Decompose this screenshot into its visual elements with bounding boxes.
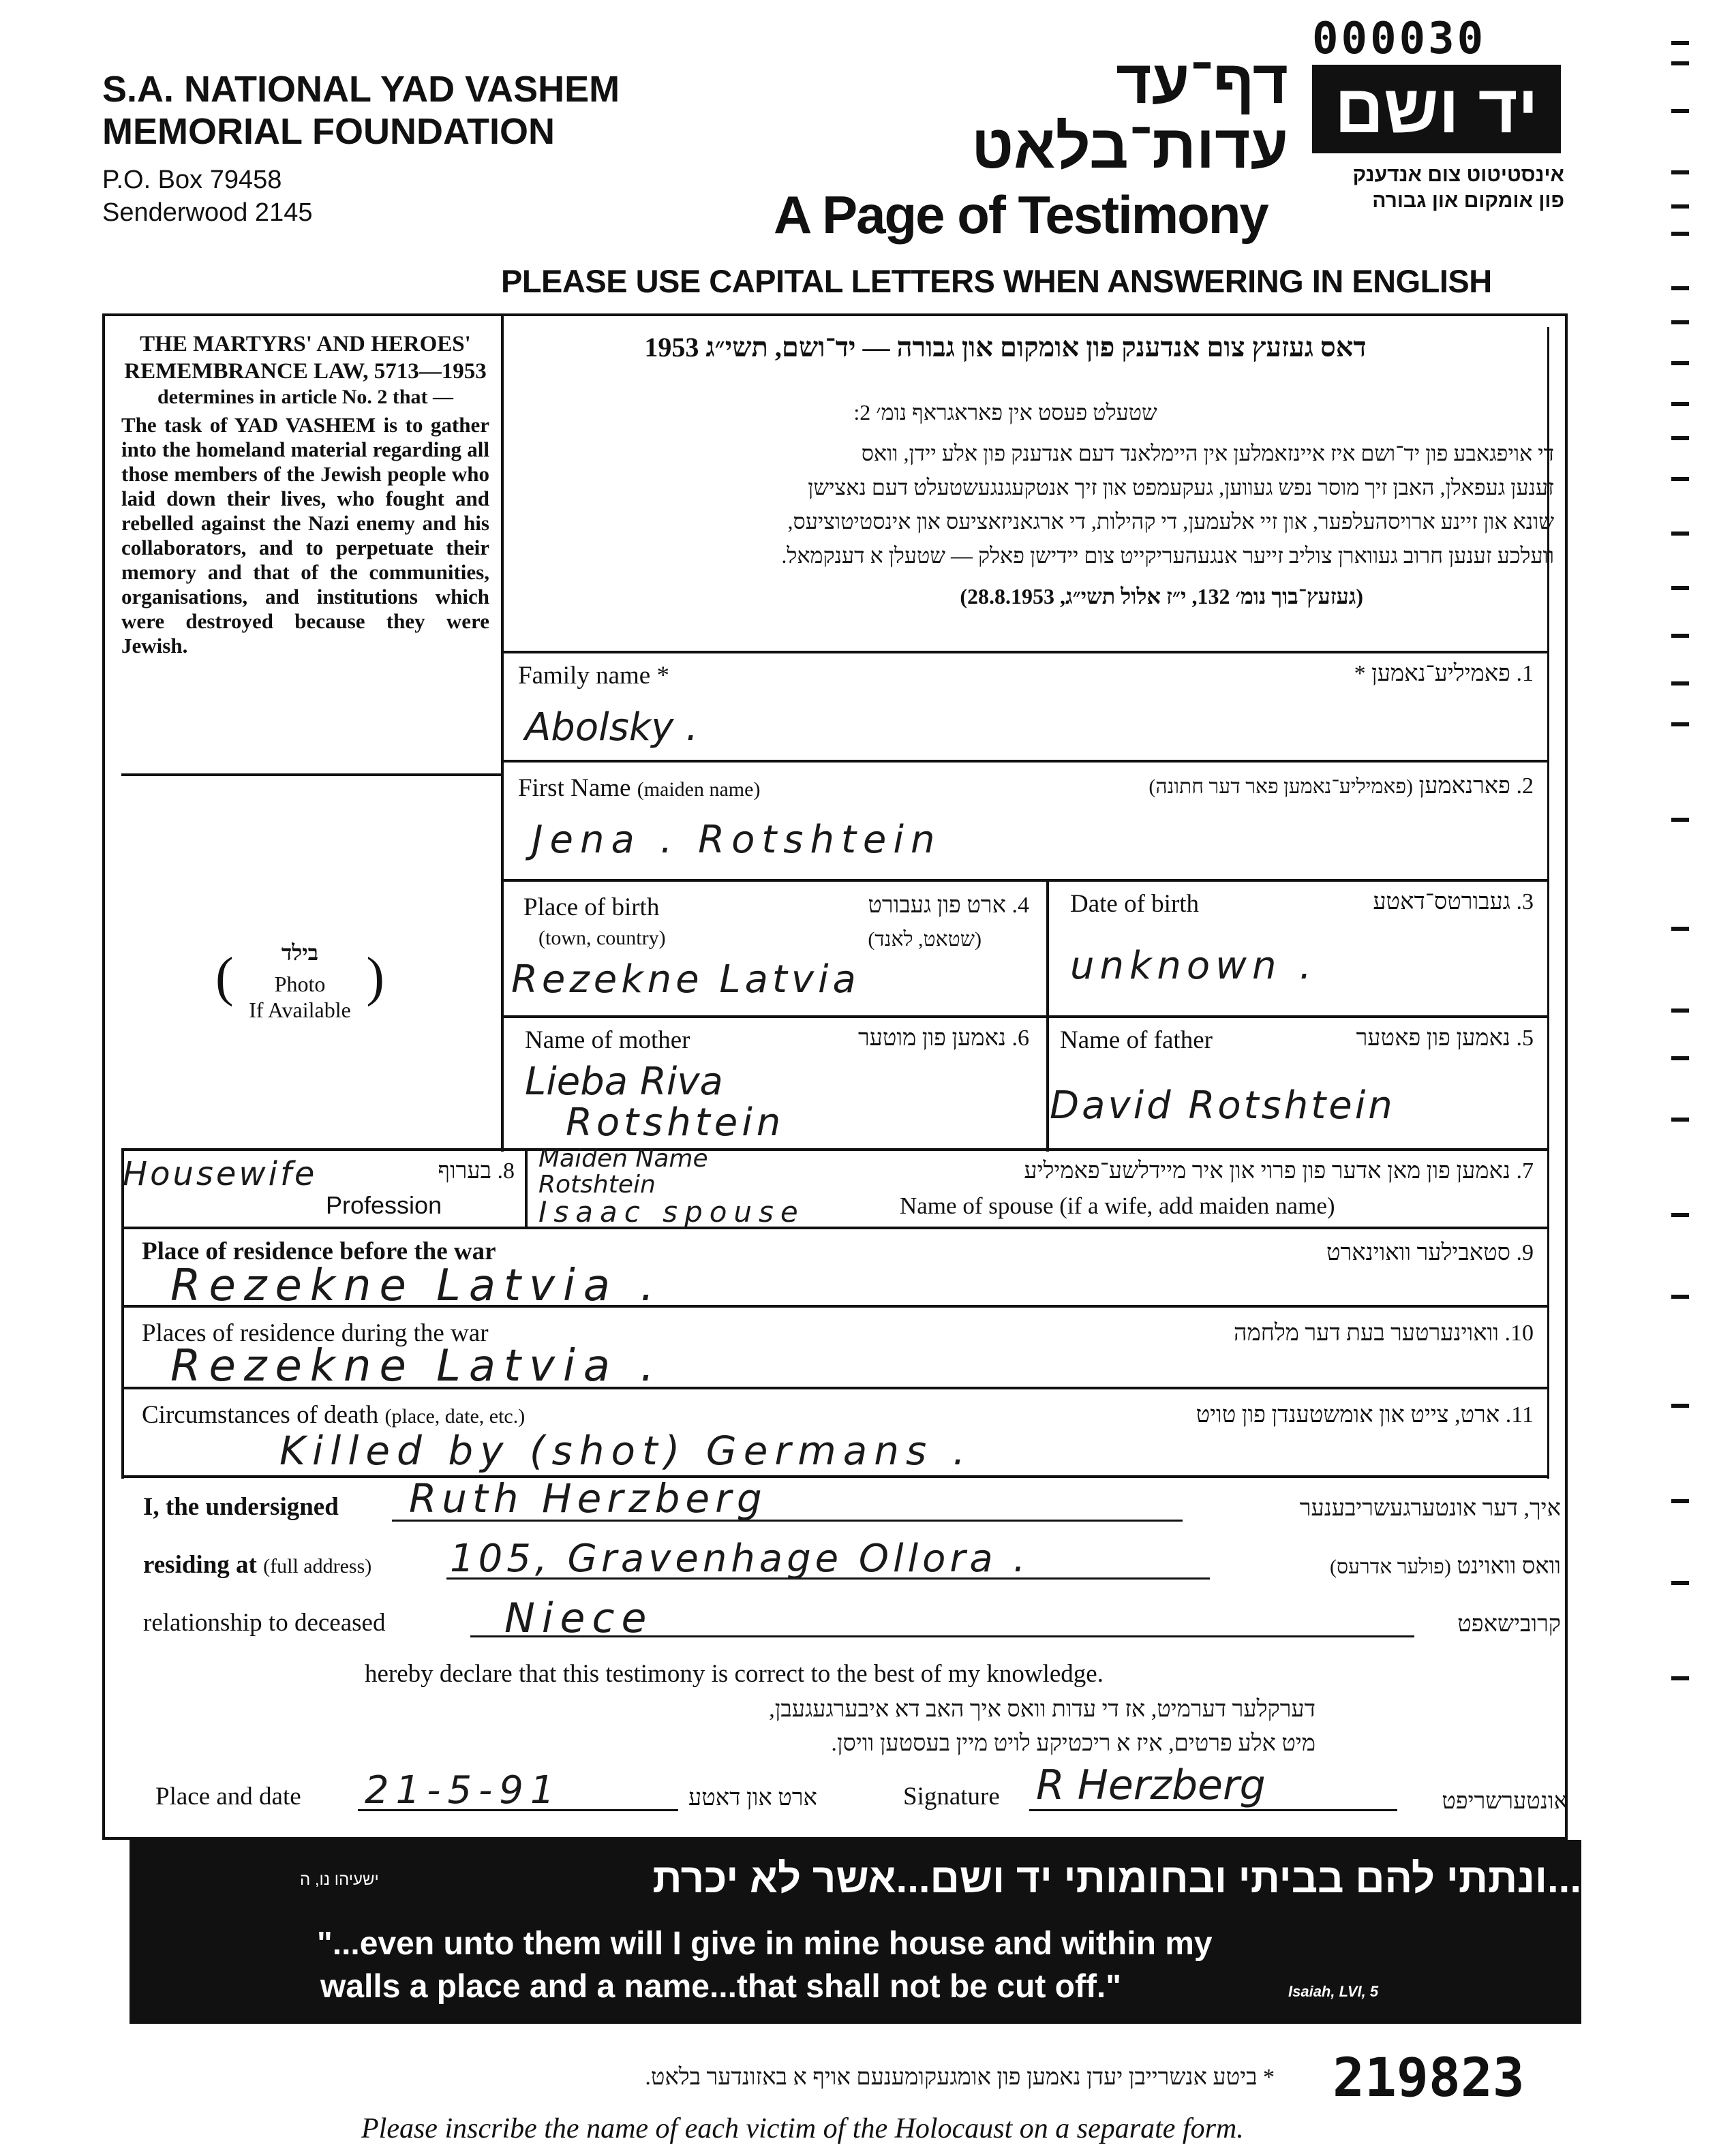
profession-label: Profession [326,1191,442,1219]
first-name-heb-sub: (פאמיליע־נאמען פאר דער חתונה) [1148,775,1414,798]
residence-during-value[interactable]: Rezekne Latvia . [170,1341,663,1391]
relationship-label-hebrew: קרובישאפט [1457,1612,1561,1637]
relationship-label: relationship to deceased [143,1609,386,1637]
row-divider-1 [501,651,1549,653]
row-divider-2 [501,760,1549,763]
law-body-hebrew-4: וועלכע זענען חרוב געווארן צוליב זייער אנגעהעריקייט צום יידישן פאלק — שטעלן א דענקמאל. [781,543,1554,568]
first-name-value[interactable]: Jena . Rotshtein [532,818,942,862]
organization-address [102,164,312,229]
address-line2: Senderwood 2145 [102,198,313,227]
photo-label-line1: Photo [274,972,326,996]
row-divider-9 [121,1475,1549,1478]
org-name-line2: MEMORIAL FOUNDATION [102,111,555,152]
declaration-hebrew-1: דערקלער דערמיט, אז די עדות וואס איך האב דא איבערגעגעבן, [769,1697,1315,1722]
residence-during-label-hebrew: 10. וואוינערטער בעת דער מלחמה [1234,1321,1534,1346]
death-label-text: Circumstances of death [142,1401,379,1429]
hebrew-title-line2: עדות־בלאט [971,113,1288,181]
quote-citation-hebrew: ישעיהו נו, ה [300,1870,379,1889]
residing-label-text: residing at [143,1551,257,1579]
law-body-hebrew-1: די אויפגאבע פון יד־ושם איז איינזאמלען אין היימלאנד דעם אנדענק פון אלע יידן, וואס [861,441,1554,465]
first-name-label-sub: (maiden name) [637,778,761,801]
footer-english: Please inscribe the name of each victim of the Holocaust on a separate form. [361,2113,1244,2144]
yad-vashem-logo: יד ושם [1312,65,1561,153]
photo-label-line2: If Available [249,998,351,1022]
spouse-value-line2[interactable]: Rotshtein [538,1171,656,1199]
death-circumstances-label-hebrew: 11. ארט, צייט און אומשטענדן פון טויט [1196,1402,1534,1428]
hebrew-title-line1: דף־עד [1116,48,1288,117]
address-line1: P.O. Box 79458 [102,166,282,194]
profession-value[interactable]: Housewife [123,1155,318,1193]
org-name-line1: S.A. NATIONAL YAD VASHEM [102,69,620,110]
place-date-label: Place and date [155,1783,301,1811]
family-name-value[interactable]: Abolsky . [525,705,699,750]
signature-label-hebrew: אונטערשריפט [1442,1789,1568,1814]
relationship-value[interactable]: Niece [504,1595,654,1642]
first-name-heb-text: 2. פארנאמען [1418,773,1534,799]
family-name-label-hebrew: 1. פאמיליע־נאמען * [1354,661,1534,686]
law-column-divider [501,313,504,1152]
lower-right-border [1547,1148,1549,1479]
quote-hebrew: ...ונתתי להם בביתי ובחומותי יד ושם...אשר לא יכרת [652,1855,1581,1901]
left-paren-icon: ( [215,947,234,1007]
spouse-value-line3[interactable]: Isaac spouse [538,1195,805,1229]
residing-label [143,1550,371,1580]
law-body-hebrew-3: שונא און זיינע ארויסהעלפער, און זיי אלעמען, די קהילות, די ארגאניזאציעס און אינסטיטוציעס, [787,509,1554,534]
law-subheading-hebrew: שטעלט פעסט אין פאראגראף נומ׳ 2: [853,400,1157,425]
serial-number-top: 000030 [1312,14,1487,64]
quote-english-line1: "...even unto them will I give in mine house and within my [317,1926,1213,1962]
death-circumstances-label [142,1400,525,1430]
lower-left-border [121,1148,124,1479]
profession-divider [525,1148,528,1229]
first-name-label-hebrew [988,773,1534,799]
footer-hebrew: * ביטע אנשרייבן יעדן נאמען פון אומגעקומענעם אויף א באזונדער בלאט. [645,2065,1275,2090]
spouse-label-hebrew: 7. נאמען פון מאן אדער פון פרוי און איר מיידלשע־פאמיליע [1024,1158,1534,1184]
law-body-hebrew-5: (געזעץ־בוך נומ׳ 132, י״ז אלול תשי״ג, 28.8.1953) [960,584,1363,609]
place-date-label-hebrew: ארט און דאטע [688,1785,817,1811]
mother-name-value-line1[interactable]: Lieba Riva [525,1060,723,1104]
father-name-value[interactable]: David Rotshtein [1050,1083,1395,1128]
mother-name-label-hebrew: 6. נאמען פון מוטער [857,1026,1029,1051]
page-title: A Page of Testimony [774,185,1268,245]
organization-name [102,68,620,153]
row-divider-3 [501,879,1549,882]
signature-line [1029,1809,1397,1811]
law-box [121,330,489,658]
capital-letters-note: PLEASE USE CAPITAL LETTERS WHEN ANSWERING IN ENGLISH [501,263,1492,299]
residing-heb-text: וואס וואוינט [1457,1554,1561,1579]
residence-before-label-hebrew: 9. סטאבילער וואוינארט [1326,1240,1534,1265]
place-date-value[interactable]: 21-5-91 [365,1768,562,1813]
signature-label: Signature [903,1783,1000,1811]
undersigned-label-hebrew: איך, דער אונטערגעשריבענער [1299,1496,1561,1521]
residence-before-value[interactable]: Rezekne Latvia . [170,1261,663,1311]
row-divider-6 [121,1227,1549,1229]
mother-name-label: Name of mother [525,1026,690,1054]
place-of-birth-heb-sub: (שטאט, לאנד) [868,928,982,951]
death-circumstances-value[interactable]: Killed by (shot) Germans . [279,1428,973,1474]
place-of-birth-label-hebrew: 4. ארט פון געבורט [868,893,1029,918]
date-of-birth-value[interactable]: unknown . [1070,944,1318,988]
law-heading-hebrew: דאס געזעץ צום אנדענק פון אומקום און גבורה — יד־ושם, תשי״ג 1953 [644,332,1367,363]
father-name-label: Name of father [1060,1026,1213,1054]
row-divider-5 [121,1148,1549,1151]
family-name-label: Family name * [518,662,669,690]
law-body: The task of YAD VASHEM is to gather into the homeland material regarding all those members of the Jewish people who laid down their lives, who fought and rebelled against the Nazi enemy and his collaborators, and to perpetuate their memory and that of the communities, organisations, and institutions which were destroyed because they were Jewish. [121,413,489,658]
law-body-hebrew-2: זענען געפאלן, האבן זיך מוסר נפש געווען, געקעמפט און זיך אנטקעגנגעשטעלט דעם נאצישן [808,475,1554,499]
residence-during-label: Places of residence during the war [142,1319,489,1347]
residing-value[interactable]: 105, Gravenhage Ollora . [450,1537,1030,1581]
residence-before-label: Place of residence before the war [142,1237,496,1265]
first-name-label-text: First Name [518,774,631,802]
mother-name-value-line2[interactable]: Rotshtein [566,1100,785,1145]
death-label-sub: (place, date, etc.) [384,1405,526,1428]
law-title: THE MARTYRS' AND HEROES' REMEMBRANCE LAW, 5713—1953 [124,332,487,384]
date-of-birth-label: Date of birth [1070,890,1200,918]
institute-name-line2: פון אומקום און גבורה [1372,189,1564,212]
spouse-label: Name of spouse (if a wife, add maiden name) [900,1192,1335,1219]
institute-name-line1: אינסטיטוט צום אנדענק [1352,164,1564,186]
spouse-value-line1[interactable]: Maiden Name [538,1145,708,1173]
place-of-birth-value[interactable]: Rezekne Latvia [511,957,860,1002]
row-divider-4 [501,1015,1549,1018]
law-determines: determines in article No. 2 that — [157,386,454,408]
declaration-english: hereby declare that this testimony is correct to the best of my knowledge. [365,1660,1104,1688]
undersigned-label: I, the undersigned [143,1493,339,1521]
undersigned-value[interactable]: Ruth Herzberg [409,1475,767,1522]
residing-label-hebrew [1227,1554,1561,1580]
serial-number-bottom: 219823 [1333,2048,1525,2109]
place-of-birth-label: Place of birth [523,893,660,921]
declaration-hebrew-2: מיט אלע פרטים, איז א ריכטיקע לויט מיין בעסטען וויסן. [831,1731,1315,1756]
right-paren-icon: ) [366,947,384,1007]
date-of-birth-label-hebrew: 3. געבורטס־דאטע [1373,889,1534,914]
residing-heb-sub: (פולער אדרעס) [1330,1556,1451,1578]
quote-english-line2: walls a place and a name...that shall not be cut off." [320,1969,1122,2005]
law-box-bottom [121,773,503,776]
profession-label-hebrew: 8. בערוף [438,1158,515,1184]
photo-label-hebrew: בילד [281,940,319,965]
father-name-label-hebrew: 5. נאמען פון פאטער [1356,1026,1534,1051]
signature-value[interactable]: R Herzberg [1036,1761,1266,1809]
place-of-birth-label-sub: (town, country) [538,927,666,949]
quote-citation-english: Isaiah, LVI, 5 [1288,1983,1379,2000]
residing-label-sub: (full address) [263,1555,372,1577]
first-name-label [518,773,760,803]
